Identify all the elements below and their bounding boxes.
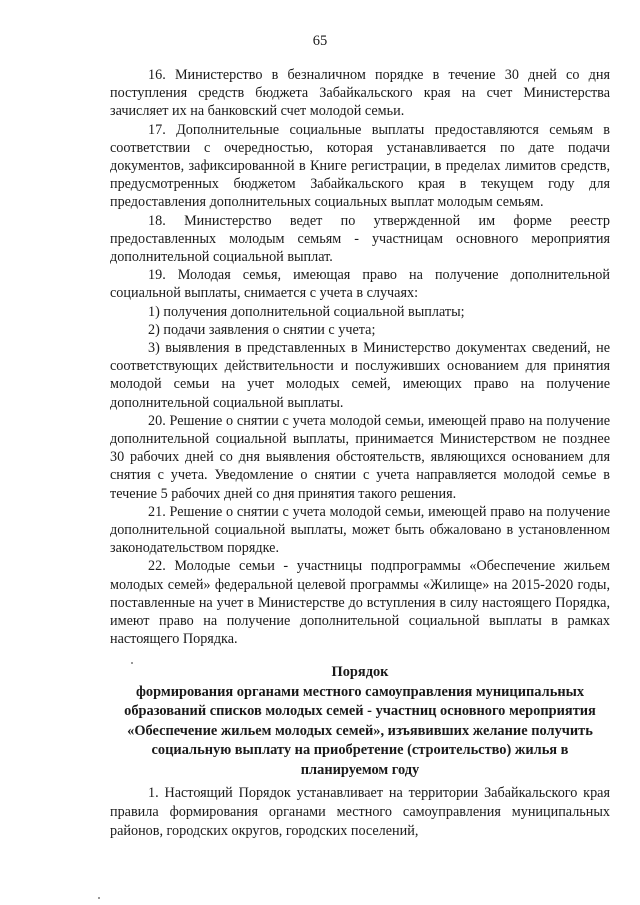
scan-speck bbox=[131, 662, 133, 664]
list-item-2: 2) подачи заявления о снятии с учета; bbox=[148, 321, 376, 338]
paragraph-17: 17. Дополнительные социальные выплаты предоставляются семьям в соответствии с очередностью, которая устанавливается по дате подачи документов, зафиксированной в Книге регистрации, в пределах лимитов средств, предусмотренных бюджетом Забайкальского края в текущем году для предоставления дополнительных социальных выплат молодым семьям. bbox=[110, 121, 610, 211]
paragraph-18: 18. Министерство ведет по утвержденной им форме реестр предоставленных молодым семьям - участницам основного мероприятия дополнительной социальной выплат. bbox=[110, 212, 610, 266]
paragraph-16: 16. Министерство в безналичном порядке в течение 30 дней со дня поступления средств бюджета Забайкальского края на счет Министерства зачисляет их на банковский счет молодой семьи. bbox=[110, 67, 610, 120]
section-intro bbox=[110, 784, 610, 841]
document-body bbox=[110, 66, 610, 649]
section-title-block bbox=[110, 663, 610, 780]
paragraph-20: 20. Решение о снятии с учета молодой семьи, имеющей право на получение дополнительной социальной выплаты, принимается Министерством не позднее 30 рабочих дней со дня выявления обстоятельств, являющихся основанием для снятия с учета. Уведомление о снятии с учета направляется молодой семье в течение 5 рабочих дней со дня принятия такого решения. bbox=[110, 412, 610, 502]
paragraph-19: 19. Молодая семья, имеющая право на получение дополнительной социальной выплаты, снимается с учета в случаях: bbox=[110, 267, 610, 302]
section-subheading: формирования органами местного самоуправления муниципальных образований списков молодых семей - участниц основного мероприятия «Обеспечение жильем молодых семей», изъявивших желание получить социальную выплату на приобретение (строительство) жилья в планируемом году bbox=[124, 683, 596, 778]
list-item-3: 3) выявления в представленных в Министерство документах сведений, не соответствующих действительности и послуживших основанием для принятия молодой семьи на учет молодых семей, имеющих право на получение дополнительной социальной выплаты. bbox=[110, 340, 610, 411]
paragraph-21: 21. Решение о снятии с учета молодой семьи, имеющей право на получение дополнительной социальной выплаты, может быть обжаловано в установленном законодательством порядке. bbox=[110, 503, 610, 557]
scan-speck bbox=[98, 897, 100, 899]
paragraph-22: 22. Молодые семьи - участницы подпрограммы «Обеспечение жильем молодых семей» федеральной целевой программы «Жилище» на 2015-2020 годы, поставленные на учет в Министерстве до вступления в силу настоящего Порядка, имеют право на получение дополнительной социальной выплаты в рамках настоящего Порядка. bbox=[110, 558, 610, 648]
section-heading: Порядок bbox=[331, 664, 389, 680]
intro-paragraph-1: 1. Настоящий Порядок устанавливает на территории Забайкальского края правила формирования органами местного самоуправления муниципальных районов, городских округов, городских поселений, bbox=[110, 785, 610, 839]
list-item-1: 1) получения дополнительной социальной выплаты; bbox=[148, 303, 465, 320]
page-number: 65 bbox=[312, 33, 328, 49]
